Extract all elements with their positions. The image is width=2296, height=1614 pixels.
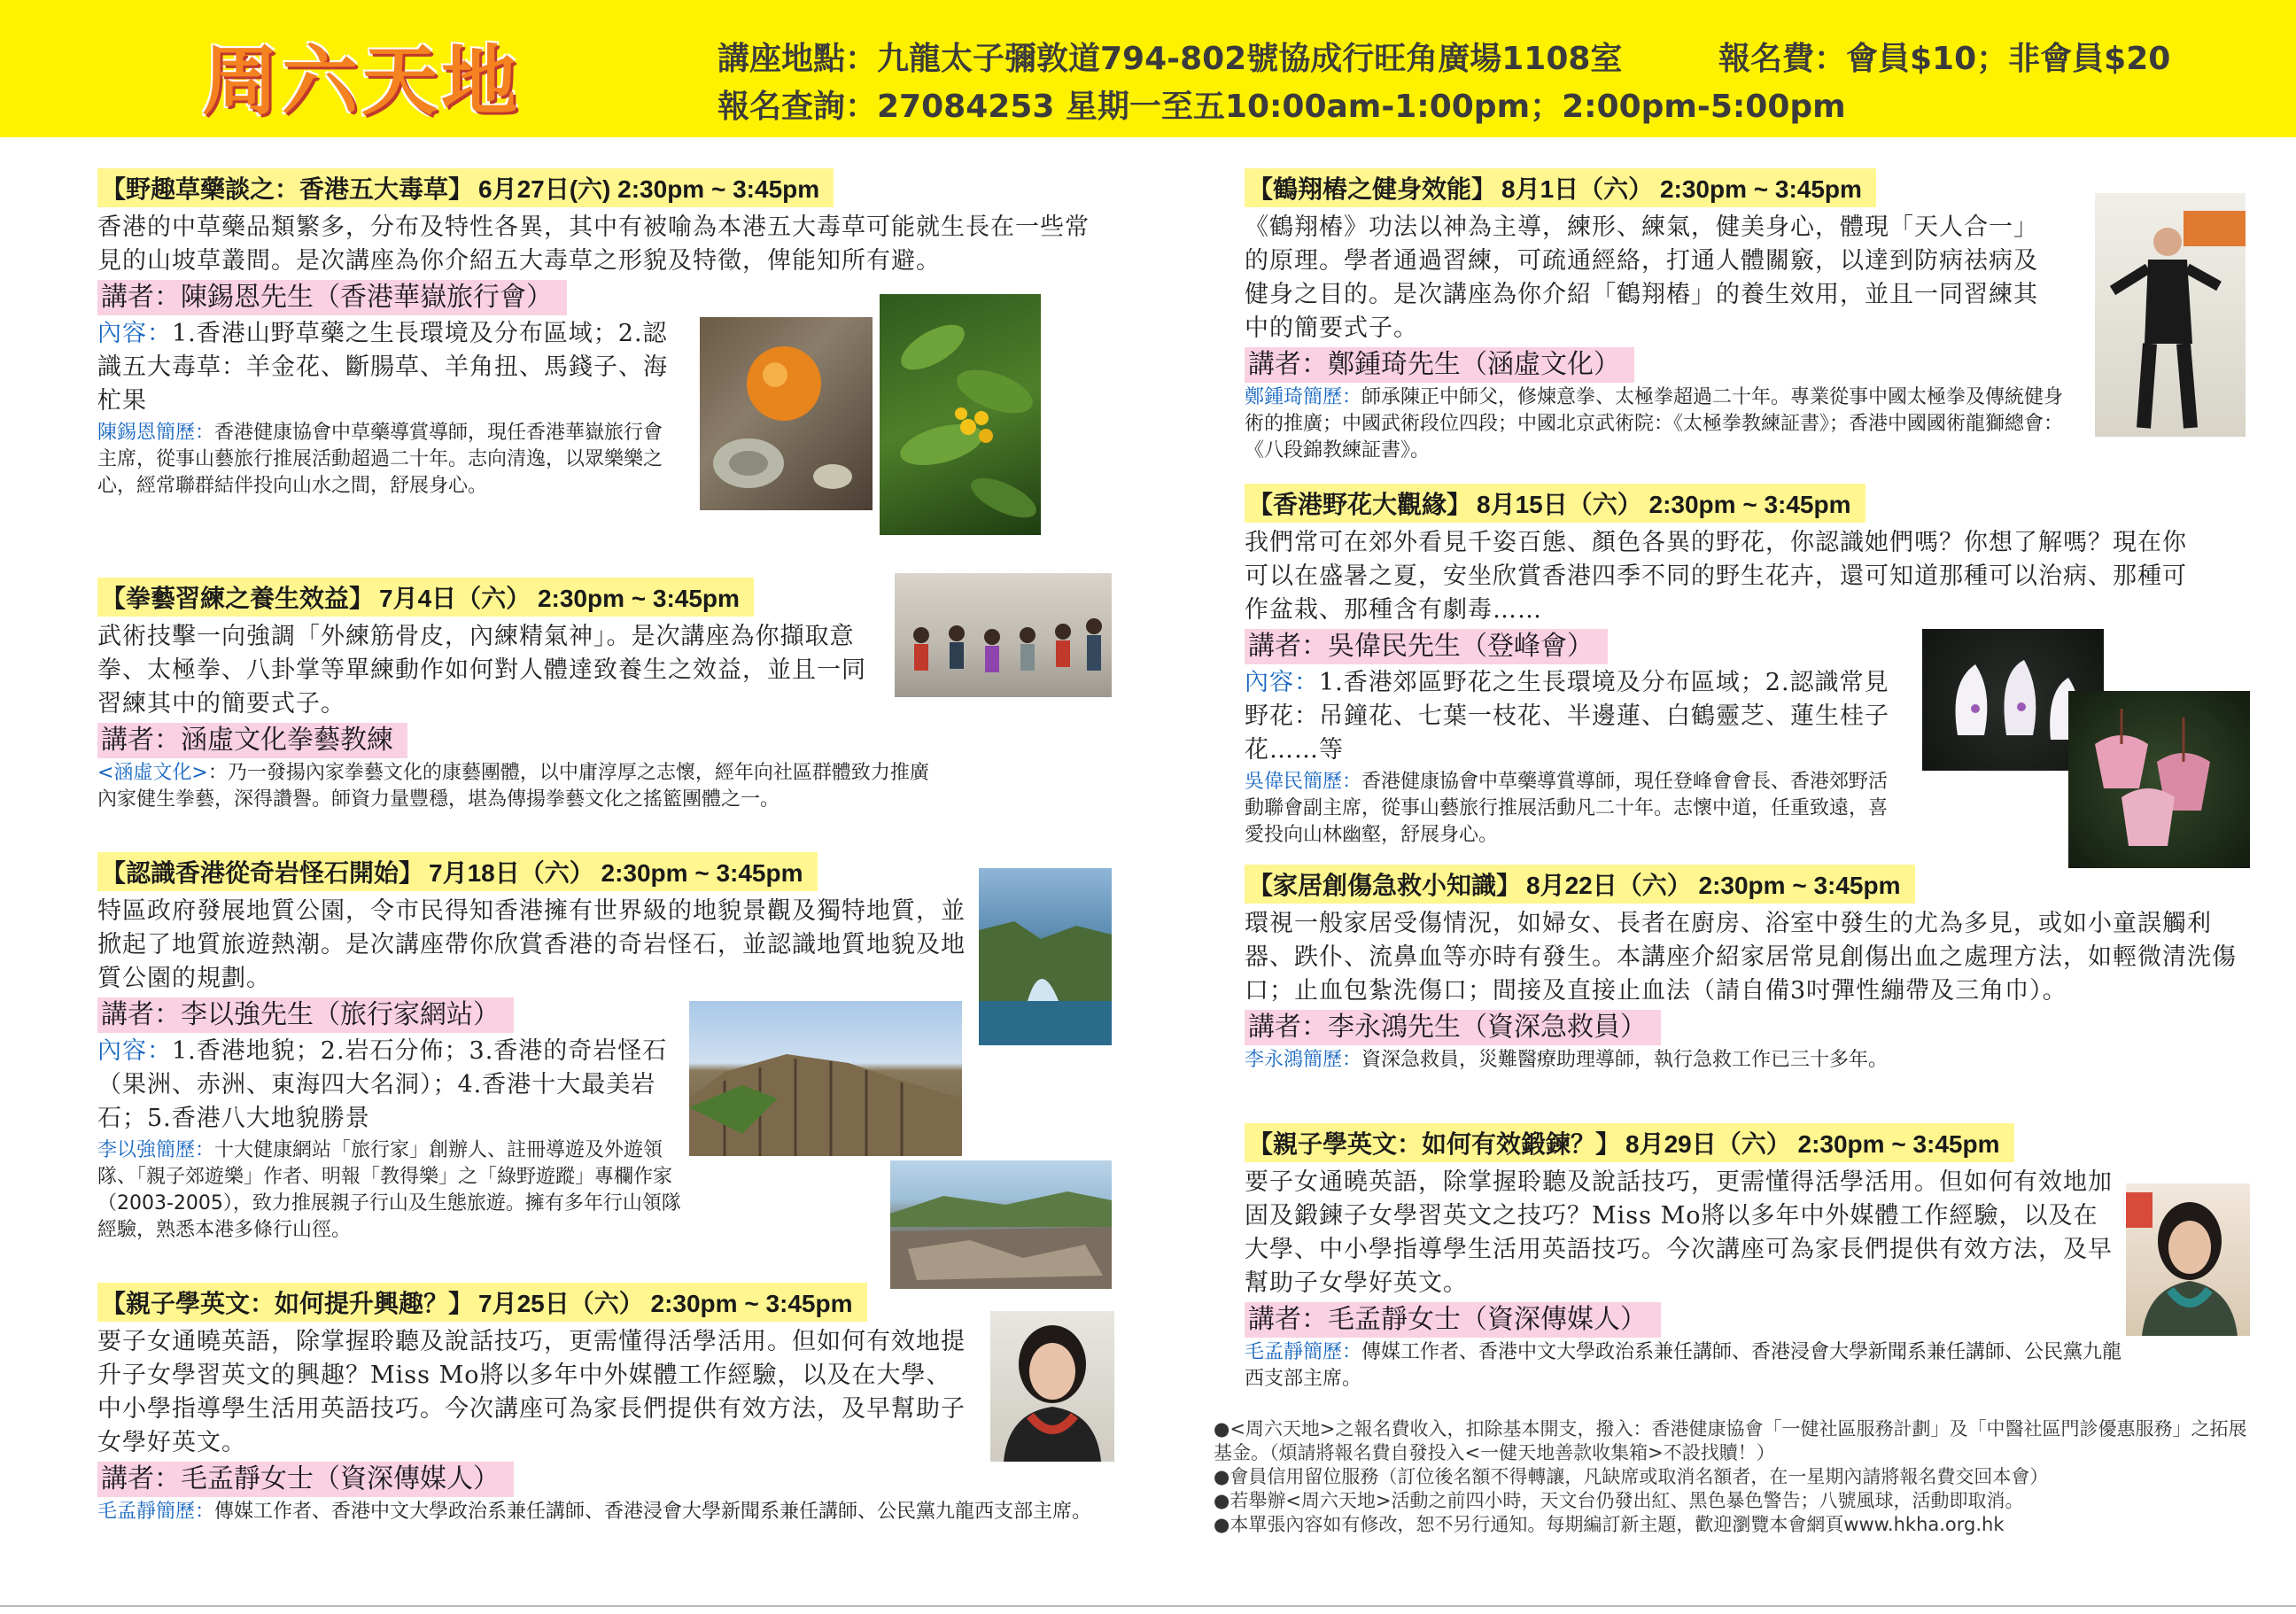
event-date: 7月18日（六） 2:30pm ~ 3:45pm xyxy=(429,859,803,887)
event-description: 要子女通曉英語，除掌握聆聽及說話技巧，更需懂得活學活用。但如何有效地加固及鍛鍊子女學習英文之技巧？Miss Mo將以多年中外媒體工作經驗，以及在大學、中小學指導學生活用英語技巧。今次講座可為家長們提供有效方法，及早幫助子女學好英文。 xyxy=(1245,1168,2113,1297)
class-photo xyxy=(895,573,1112,697)
qigong-figure-icon xyxy=(2095,193,2246,437)
event-english-practice xyxy=(1245,1123,2254,1393)
speaker-bio xyxy=(1245,1339,2130,1393)
speaker-bio xyxy=(97,420,664,500)
event-speaker: 講者：李永鴻先生（資深急救員） xyxy=(1245,1010,1661,1045)
footer-notes xyxy=(1214,1417,2259,1537)
bio-text: 傳媒工作者、香港中文大學政治系兼任講師、香港浸會大學新聞系兼任講師、公民黨九龍西支部主席。 xyxy=(1245,1341,2122,1390)
event-title xyxy=(1245,865,1915,904)
event-speaker: 講者：毛孟靜女士（資深傳媒人） xyxy=(97,1462,514,1497)
rocky-shore-photo xyxy=(890,1160,1112,1289)
event-date: 8月29日（六） 2:30pm ~ 3:45pm xyxy=(1625,1130,2000,1158)
event-english-interest xyxy=(97,1283,1098,1525)
event-description: 環視一般家居受傷情況，如婦女、長者在廚房、浴室中發生的尤為多見，或如小童誤觸利器、跌仆、流鼻血等亦時有發生。本講座介紹家居常見創傷出血之處理方法，如輕微清洗傷口；止血包紮洗傷口；間接及直接止血法（請自備3吋彈性繃帶及三角巾）。 xyxy=(1245,910,2237,1005)
sea-arch-icon xyxy=(979,868,1112,1045)
bio-text: 香港健康協會中草藥導賞導師，現任登峰會會長、香港郊野活動聯會副主席，從事山藝旅行推展活動凡二十年。志懷中道，任重致遠，喜愛投向山林幽壑，舒展身心。 xyxy=(1245,771,1889,846)
qigong-master-photo xyxy=(2095,193,2246,437)
bio-label: 李以強簡歷： xyxy=(97,1139,215,1161)
bio-text: 傳媒工作者、香港中文大學政治系兼任講師、香港浸會大學新聞系兼任講師、公民黨九龍西支部主席。 xyxy=(214,1501,1092,1523)
content-label: 內容： xyxy=(1245,669,1319,696)
event-title xyxy=(97,578,754,617)
bell-flower-icon xyxy=(2068,691,2250,868)
event-first-aid xyxy=(1245,865,2254,1074)
event-title xyxy=(97,852,818,891)
bio-text: 十大健康網站「旅行家」創辦人、註冊導遊及外遊領隊、「親子郊遊樂」作者、明報「教得樂」之「綠野遊蹤」專欄作家（2003-2005），致力推展親子行山及生態旅遊。擁有多年行山領隊經驗，熟悉本港多條行山徑。 xyxy=(97,1139,681,1241)
speaker-bio xyxy=(97,1137,682,1244)
bio-label: 李永鴻簡歷： xyxy=(1245,1049,1362,1071)
mushroom-photo xyxy=(700,317,873,510)
speaker-photo-mo-1 xyxy=(990,1311,1114,1462)
event-description: 香港的中草藥品類繁多，分布及特性各異，其中有被喻為本港五大毒草可能就生長在一些常見的山坡草叢間。是次講座為你介紹五大毒草之形貌及特徵，俾能知所有避。 xyxy=(97,213,1090,275)
event-date: 8月22日（六） 2:30pm ~ 3:45pm xyxy=(1526,872,1901,899)
event-description: 特區政府發展地質公園，令市民得知香港擁有世界級的地貌景觀及獨特地質，並掀起了地質旅遊熱潮。是次講座帶你欣賞香港的奇岩怪石，並認識地質地貌及地質公園的規劃。 xyxy=(97,897,966,992)
event-title-text: 【拳藝習練之養生效益】 xyxy=(101,584,375,613)
event-speaker: 講者：陳錫恩先生（香港華嶽旅行會） xyxy=(97,280,567,315)
event-title-text: 【親子學英文：如何有效鍛鍊？】 xyxy=(1248,1129,1621,1159)
content-label: 內容： xyxy=(97,320,172,347)
fee-text: 報名費：會員$10；非會員$20 xyxy=(1718,41,2171,77)
person-portrait-icon xyxy=(990,1311,1114,1462)
note-item: ●若舉辦<周六天地>活動之前四小時，天文台仍發出紅、黑色暴色警告；八號風球，活動即取消。 xyxy=(1214,1490,2024,1511)
event-content xyxy=(97,317,682,418)
bio-label: 毛孟靜簡歷： xyxy=(97,1501,215,1523)
bio-label: 鄭鍾琦簡歷： xyxy=(1245,386,1362,408)
event-title-text: 【親子學英文：如何提升興趣？】 xyxy=(101,1289,474,1318)
event-title-text: 【鶴翔樁之健身效能】 xyxy=(1248,175,1497,204)
event-speaker: 講者：李以強先生（旅行家網站） xyxy=(97,997,514,1033)
bell-flower-photo xyxy=(2068,691,2250,868)
event-title xyxy=(1245,168,1876,207)
event-title-text: 【野趣草藥談之：香港五大毒草】 xyxy=(101,175,474,204)
event-title-text: 【香港野花大觀緣】 xyxy=(1248,490,1472,519)
bio-label: <涵虛文化> xyxy=(97,762,208,784)
venue-text: 講座地點：九龍太子彌敦道794-802號協成行旺角廣場1108室 xyxy=(718,41,1623,77)
content-text: 1.香港山野草藥之生長環境及分布區域；2.認識五大毒草：羊金花、斷腸草、羊角扭、馬錢子、海杧果 xyxy=(97,320,668,415)
note-item: ●會員信用留位服務（訂位後名額不得轉讓，凡缺席或取消名額者，在一星期內請將報名費交回本會） xyxy=(1214,1466,2049,1487)
content-label: 內容： xyxy=(97,1037,172,1065)
event-description: 我們常可在郊外看見千姿百態、顏色各異的野花，你認識她們嗎？你想了解嗎？現在你可以在盛暑之夏，安坐欣賞香港四季不同的野生花卉，還可知道那種可以治病、那種可作盆栽、那種含有劇毒…… xyxy=(1245,529,2187,624)
leaf-icon xyxy=(880,294,1041,535)
bio-label: 毛孟靜簡歷： xyxy=(1245,1341,1362,1363)
bio-text: 資深急救員，災難醫療助理導師，執行急救工作已三十多年。 xyxy=(1361,1049,1889,1071)
event-description: 要子女通曉英語，除掌握聆聽及說話技巧，更需懂得活學活用。但如何有效地提升子女學習英文的興趣？Miss Mo將以多年中外媒體工作經驗，以及在大學、中小學指導學生活用英語技巧。今次講座可為家長們提供有效方法，及早幫助子女學好英文。 xyxy=(97,1328,966,1456)
event-speaker: 講者：吳偉民先生（登峰會） xyxy=(1245,629,1608,664)
event-title xyxy=(97,1283,867,1322)
note-item: ●<周六天地>之報名費收入，扣除基本開支，撥入：香港健康協會「一健社區服務計劃」及「中醫社區門診優惠服務」之拓展基金。（煩請將報名費自發投入<一健天地善款收集箱>不設找贖！） xyxy=(1214,1418,2247,1463)
enquiry-text: 報名查詢：27084253 星期一至五10:00am-1:00pm；2:00pm-5:00pm xyxy=(718,89,1846,125)
speaker-bio xyxy=(97,1499,1107,1525)
event-date: 8月15日（六） 2:30pm ~ 3:45pm xyxy=(1477,491,1851,518)
event-description: 《鶴翔樁》功法以神為主導，練形、練氣，健美身心，體現「天人合一」的原理。學者通過習練，可疏通經絡，打通人體關竅，以達到防病祛病及健身之目的。是次講座為你介紹「鶴翔樁」的養生效用，並且一同習練其中的簡要式子。 xyxy=(1245,213,2038,342)
bio-text: 香港健康協會中草藥導賞導師，現任香港華嶽旅行會主席，從事山藝旅行推展活動超過二十年。志向清逸，以眾樂樂之心，經常聯群結伴投向山水之間，舒展身心。 xyxy=(97,422,663,497)
sea-arch-photo xyxy=(979,868,1112,1045)
mushroom-icon xyxy=(700,317,873,510)
event-content xyxy=(1245,666,1909,767)
event-date: 8月1日（六） 2:30pm ~ 3:45pm xyxy=(1501,175,1862,203)
event-description: 武術技擊一向強調「外練筋骨皮，內練精氣神」。是次講座為你擷取意拳、太極拳、八卦掌等單練動作如何對人體達致養生之效益，並且一同習練其中的簡要式子。 xyxy=(97,623,866,718)
poison-plant-photo xyxy=(880,294,1041,535)
bio-label: 陳錫恩簡歷： xyxy=(97,422,215,444)
speaker-bio xyxy=(1245,384,2082,464)
event-title xyxy=(1245,1123,2014,1162)
event-title xyxy=(1245,484,1866,523)
event-date: 7月25日（六） 2:30pm ~ 3:45pm xyxy=(478,1290,853,1317)
event-date: 7月4日（六） 2:30pm ~ 3:45pm xyxy=(379,585,740,612)
event-title-text: 【認識香港從奇岩怪石開始】 xyxy=(101,858,424,888)
event-content xyxy=(97,1035,686,1136)
event-speaker: 講者：鄭鍾琦先生（涵虛文化） xyxy=(1245,347,1634,383)
content-text: 1.香港郊區野花之生長環境及分布區域；2.認識常見野花：吊鐘花、七葉一枝花、半邊蓮、白鶴靈芝、蓮生桂子花……等 xyxy=(1245,669,1889,764)
speaker-photo-mo-2 xyxy=(2126,1183,2250,1336)
bottom-divider xyxy=(0,1605,2296,1607)
event-date: 6月27日(六) 2:30pm ~ 3:45pm xyxy=(478,175,820,203)
bio-label: 吳偉民簡歷： xyxy=(1245,771,1362,793)
event-title xyxy=(97,168,834,207)
rock-columns-photo xyxy=(689,1001,962,1156)
note-item: ●本單張內容如有修改，恕不另行通知。每期編訂新主題，歡迎瀏覽本會網頁www.hkha.org.hk xyxy=(1214,1514,2005,1535)
content-text: 1.香港地貌；2.岩石分佈；3.香港的奇岩怪石（果洲、赤洲、東海四大名洞）；4.香港十大最美岩石；5.香港八大地貌勝景 xyxy=(97,1037,668,1132)
header-banner xyxy=(0,0,2296,137)
event-title-text: 【家居創傷急救小知識】 xyxy=(1248,871,1522,900)
speaker-bio xyxy=(1245,1047,2254,1074)
bio-text: ：乃一發揚內家拳藝文化的康藝團體，以中庸淳厚之志懷，經年向社區群體致力推廣內家健生拳藝，深得讚譽。師資力量豐穩，堪為傳揚拳藝文化之搖籃團體之一。 xyxy=(97,762,929,811)
speaker-bio xyxy=(1245,769,1904,849)
shore-icon xyxy=(890,1160,1112,1289)
person-portrait-icon xyxy=(2126,1183,2250,1336)
speaker-bio xyxy=(97,760,948,813)
rock-columns-icon xyxy=(689,1001,962,1156)
event-speaker: 講者：毛孟靜女士（資深傳媒人） xyxy=(1245,1302,1661,1338)
bio-text: 師承陳正中師父，修煉意拳、太極拳超過二十年。專業從事中國太極拳及傳統健身術的推廣；中國武術段位四段；中國北京武術院：《太極拳教練証書》；香港中國國術龍獅總會：《八段錦教練証書》。 xyxy=(1245,386,2064,462)
logo-title: 周六天地 xyxy=(202,36,521,126)
people-icon xyxy=(895,573,1112,697)
event-speaker: 講者：涵虛文化拳藝教練 xyxy=(97,723,407,758)
